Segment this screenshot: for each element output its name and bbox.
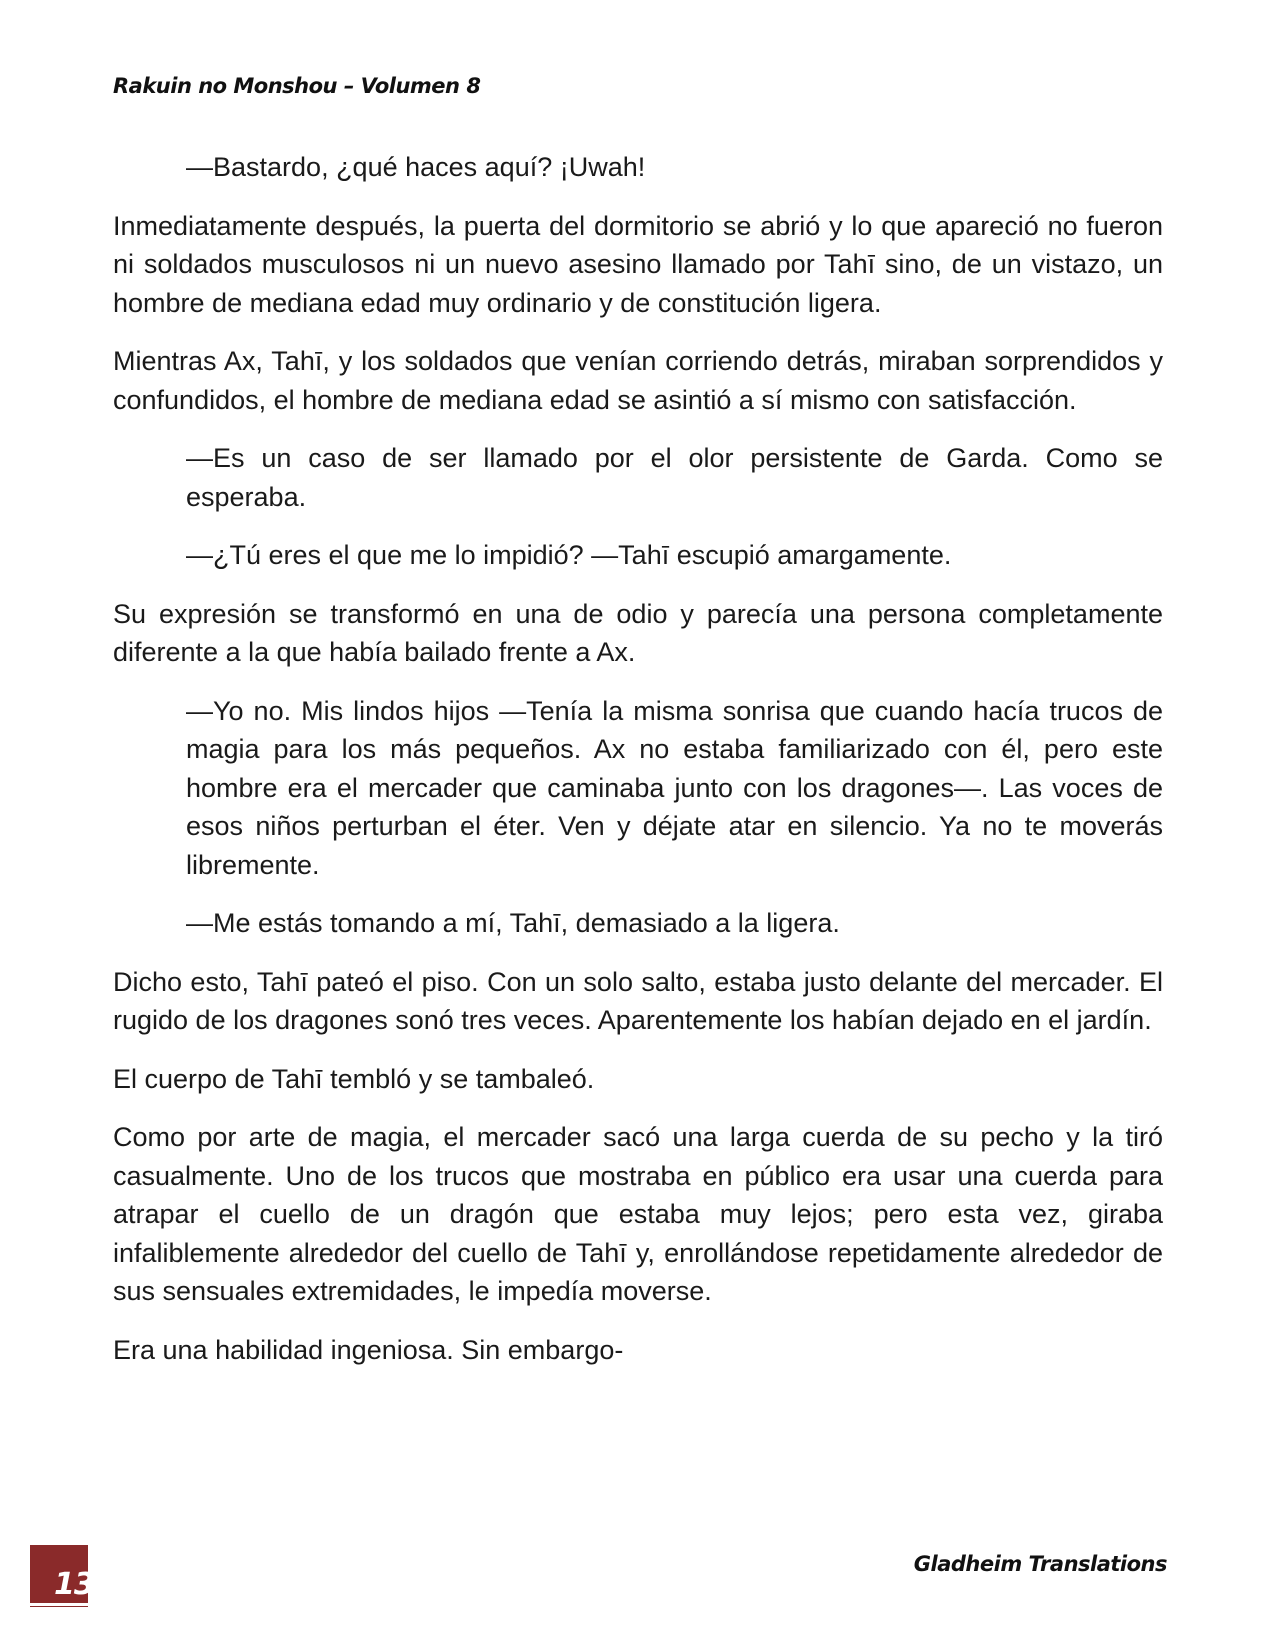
- narration-paragraph: Inmediatamente después, la puerta del dormitorio se abrió y lo que apareció no fueron ni soldados musculosos ni un nuevo asesino llamado por Tahī sino, de un vistazo, un hombre de mediana edad muy ordinario y de constitución ligera.: [113, 210, 1163, 318]
- dialogue-paragraph: —Yo no. Mis lindos hijos —Tenía la misma sonrisa que cuando hacía trucos de magia para los más pequeños. Ax no estaba familiarizado con él, pero este hombre era el mercader que caminaba junto con los dragones—. Las voces de esos niños perturban el éter. Ven y déjate atar en silencio. Ya no te moverás libremente.: [186, 695, 1163, 880]
- footer-credit: Gladheim Translations: [913, 1552, 1167, 1576]
- page-number-underline: [30, 1603, 88, 1606]
- narration-paragraph: Como por arte de magia, el mercader sacó una larga cuerda de su pecho y la tiró casualmente. Uno de los trucos que mostraba en público era usar una cuerda para atrapar el cuello de un dragón que estaba muy lejos; pero esta vez, giraba infaliblemente alrededor del cuello de Tahī y, enrollándose repetidamente alrededor de sus sensuales extremidades, le impedía moverse.: [113, 1122, 1163, 1306]
- page-body: [113, 148, 1163, 1389]
- dialogue-paragraph: —Bastardo, ¿qué haces aquí? ¡Uwah!: [186, 152, 646, 182]
- narration-paragraph: Mientras Ax, Tahī, y los soldados que venían corriendo detrás, miraban sorprendidos y confundidos, el hombre de mediana edad se asintió a sí mismo con satisfacción.: [113, 346, 1163, 415]
- page-number: 13: [54, 1567, 94, 1602]
- narration-paragraph: Era una habilidad ingeniosa. Sin embargo-: [113, 1334, 624, 1365]
- narration-paragraph: El cuerpo de Tahī tembló y se tambaleó.: [113, 1063, 595, 1094]
- narration-paragraph: Dicho esto, Tahī pateó el piso. Con un solo salto, estaba justo delante del mercader. El rugido de los dragones sonó tres veces. Aparentemente los habían dejado en el jardín.: [113, 966, 1163, 1035]
- narration-paragraph: Su expresión se transformó en una de odio y parecía una persona completamente diferente a la que había bailado frente a Ax.: [113, 598, 1163, 667]
- dialogue-paragraph: —¿Tú eres el que me lo impidió? —Tahī escupió amargamente.: [186, 540, 952, 570]
- running-header: Rakuin no Monshou – Volumen 8: [113, 74, 481, 98]
- dialogue-paragraph: —Es un caso de ser llamado por el olor persistente de Garda. Como se esperaba.: [186, 443, 1163, 512]
- dialogue-paragraph: —Me estás tomando a mí, Tahī, demasiado a la ligera.: [186, 908, 840, 938]
